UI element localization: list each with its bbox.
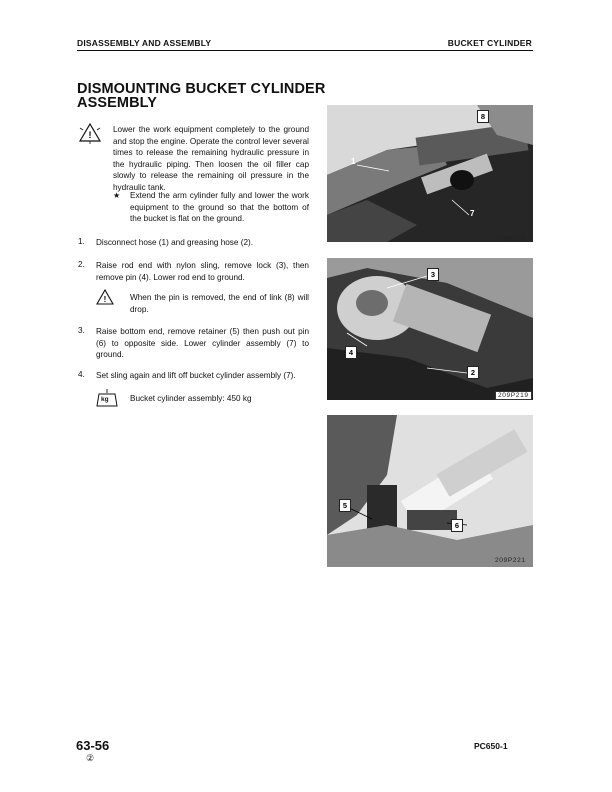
component-header: BUCKET CYLINDER (447, 38, 532, 48)
step-2-number: 2. (78, 260, 85, 269)
hazard-lift-icon (78, 122, 102, 144)
step-1-number: 1. (78, 237, 85, 246)
step-3-number: 3. (78, 326, 85, 335)
page-title (77, 82, 327, 110)
weight-icon (96, 389, 118, 407)
photo-bucket-cylinder-overview (327, 105, 533, 242)
weight-text: Bucket cylinder assembly: 450 kg (130, 394, 252, 403)
section-header: DISASSEMBLY AND ASSEMBLY (77, 38, 212, 48)
model-number: PC650-1 (474, 741, 508, 751)
photo2-label-2: 2 (467, 366, 479, 379)
photo1-label-1: 1 (351, 157, 356, 166)
photo2-label-3: 3 (427, 268, 439, 281)
step-2-text: Raise rod end with nylon sling, remove lock (3), then remove pin (4). Lower rod end to ground. (96, 261, 309, 282)
photo3-label-6: 6 (451, 519, 463, 532)
photo1-caption: 209P220 (495, 236, 526, 243)
photo3-label-5: 5 (339, 499, 351, 512)
photo2-label-4: 4 (345, 346, 357, 359)
revision-mark: ② (86, 753, 95, 763)
step-3-text: Raise bottom end, remove retainer (5) then push out pin (6) to opposite side. Lower cylinder assembly (7) to ground. (96, 327, 309, 360)
photo-bottom-end-retainer (327, 415, 533, 567)
weight-icon-label: kg (101, 396, 109, 403)
title-line-1: DISMOUNTING BUCKET CYLINDER (77, 81, 326, 97)
photo2-caption: 209P219 (495, 391, 532, 400)
intro-note-text: Extend the arm cylinder fully and lower the work equipment to the ground so that the bottom of the bucket is flat on the ground. (130, 191, 309, 224)
photo1-label-7: 7 (470, 209, 475, 218)
warning-triangle-icon (96, 289, 114, 305)
caution-text: When the pin is removed, the end of link (8) will drop. (130, 293, 309, 314)
step-4-number: 4. (78, 370, 85, 379)
photo3-caption: 209P221 (495, 557, 526, 564)
photo-rod-end-pin (327, 258, 533, 400)
star-bullet: ★ (113, 191, 121, 200)
intro-paragraph: Lower the work equipment completely to the ground and stop the engine. Operate the control lever several times to release the remaining hydraulic pressure in the hydraulic piping. Then loosen the oil filler cap slowly to release the remaining oil pressure in the hydraulic tank. (113, 125, 309, 192)
svg-text:!: ! (88, 130, 92, 140)
step-4-text: Set sling again and lift off bucket cylinder assembly (7). (96, 371, 296, 380)
photo1-label-8: 8 (477, 110, 489, 123)
title-line-2: ASSEMBLY (77, 95, 158, 111)
header-rule (77, 50, 533, 51)
svg-text:!: ! (103, 295, 107, 304)
page-number: 63-56 (76, 738, 110, 753)
step-1-text: Disconnect hose (1) and greasing hose (2). (96, 238, 254, 247)
